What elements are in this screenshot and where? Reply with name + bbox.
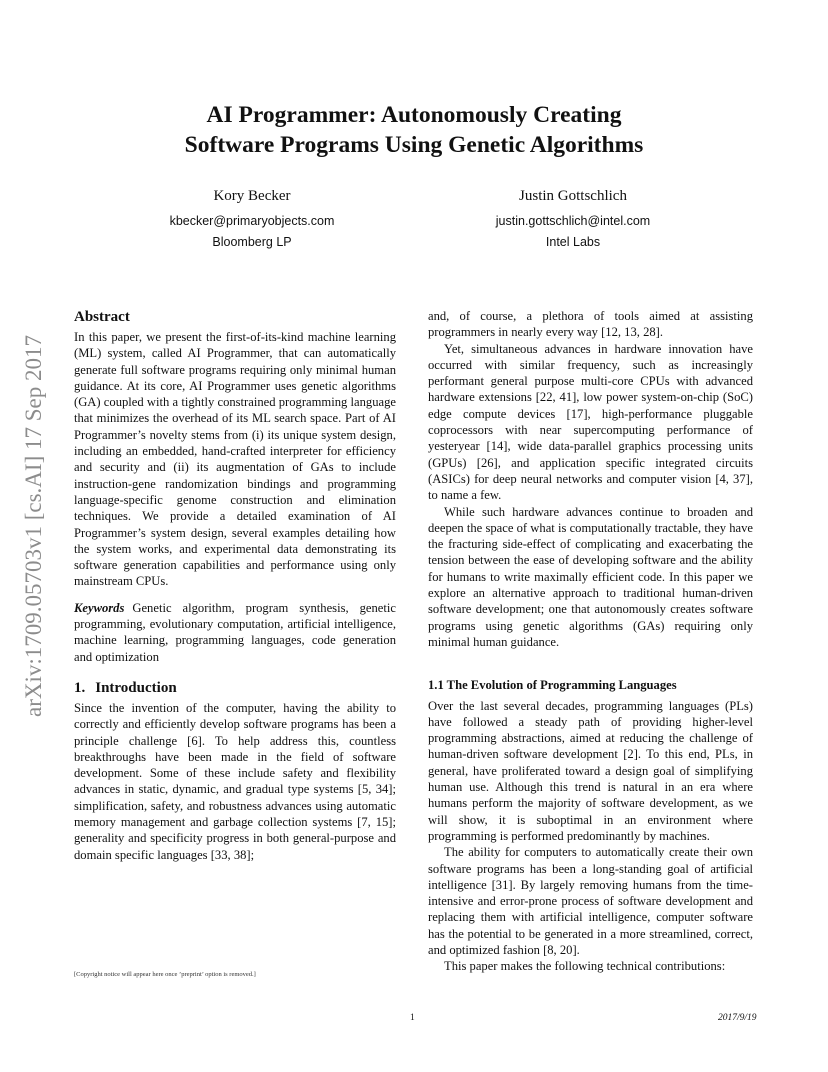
abstract-body: In this paper, we present the first-of-its-kind machine learning (ML) system, called AI Programmer, that can automatically generate full software programs requiring only minimal human guidance. At its core, AI Programmer uses genetic algorithms (GA) coupled with a tightly constrained programming language that minimizes the overhead of its ML search space. Part of AI Programmer’s novelty stems from (i) its unique system design, including an embedded, hand-crafted interpreter for efficiency and security and (ii) its augmentation of GAs to include instruction-gene randomization bindings and programming language-specific genome construction and elimination techniques. We provide a detailed examination of AI Programmer’s system design, several examples detailing how the system works, and experimental data demonstrating its software generation capabilities and performance using only mainstream CPUs. [74,330,396,589]
author-block-2 [443,186,703,253]
intro-paragraph-2: Yet, simultaneous advances in hardware innovation have occurred with similar frequency, such as increasingly performant general purpose multi-core CPUs with advanced hardware extensions [22, 41], low power system-on-chip (SoC) edge compute devices [17], high-performance pluggable coprocessors with near supercomputing performance of yesteryear [14], wide data-parallel graphics processing units (GPUs) [26], and application specific integrated circuits (ASICs) for deep neural networks and computer vision [4, 37], to name a few. [428,341,753,503]
intro-paragraph-1: Since the invention of the computer, having the ability to correctly and efficiently develop software programs has been a principle challenge [6]. To help address this, countless breakthroughs have been made in the field of software development. Some of these include safety and flexibility advances in static, dynamic, and gradual type systems [5, 34]; simplification, safety, and robustness advances using automatic memory management and garbage collection systems [7, 15]; generality and specificity progress in both general-purpose and domain specific languages [33, 38]; [74,700,396,862]
left-column [74,308,396,863]
subsection-paragraph-3: This paper makes the following technical contributions: [444,959,726,974]
author-email: kbecker@primaryobjects.com [169,214,335,228]
page-date: 2017/9/19 [718,1013,757,1023]
title-line-1: AI Programmer: Autonomously Creating [206,102,622,128]
keywords-paragraph [74,600,396,665]
abstract-heading: Abstract [74,309,130,325]
subsection-paragraph-1: Over the last several decades, programming languages (PLs) have followed a steady path of providing higher-level programming abstractions, aimed at reducing the challenge of human-driven software development [2]. To this end, PLs, in general, have proliferated toward a design goal of simplifying human use. Although this trend is natural in an era where humans perform the majority of software development, as we will show, it is suboptimal in an environment where programming is performed predominantly by machines. [428,698,753,843]
subsection-heading: 1.1 The Evolution of Programming Languages [428,678,677,693]
title-line-2: Software Programs Using Genetic Algorithms [184,132,644,158]
paper-title [0,100,828,160]
arxiv-stamp: arXiv:1709.05703v1 [cs.AI] 17 Sep 2017 [21,335,46,718]
author-affiliation: Intel Labs [545,235,601,249]
author-name: Justin Gottschlich [519,188,627,204]
copyright-footnote: [Copyright notice will appear here once ’preprint’ option is removed.] [74,971,256,978]
keywords-label: Keywords [74,600,125,615]
author-email: justin.gottschlich@intel.com [495,214,651,228]
subsection-paragraph-2: The ability for computers to automatically create their own software programs has been a long-standing goal of artificial intelligence [31]. By largely removing humans from the time-intensive and error-prone process of software development and replacing them with artificial intelligence, computer software has the potential to be generated in a more streamlined, correct, and optimized fashion [8, 20]. [428,845,753,957]
author-affiliation: Bloomberg LP [212,235,292,249]
section-heading-introduction [74,679,396,697]
keywords-text: Genetic algorithm, program synthesis, genetic programming, evolutionary computation, artificial intelligence, machine learning, programming languages, code generation and optimization [74,600,396,664]
section-number: 1. [74,679,86,696]
intro-paragraph-3: While such hardware advances continue to broaden and deepen the space of what is computationally tractable, they have the fracturing side-effect of complicating and exacerbating the tension between the ease of developing software and the ability for humans to write maximally efficient code. In this paper we explore an alternative approach to traditional human-driven software development; one that autonomously creates software programs using genetic algorithms (GAs) requiring only minimal human guidance. [428,504,753,649]
author-block-1 [122,186,382,253]
page-number: 1 [410,1013,415,1023]
intro-paragraph-continued: and, of course, a plethora of tools aimed at assisting programmers in nearly every way [12, 13, 28]. [428,309,753,340]
author-name: Kory Becker [213,188,291,204]
section-title: Introduction [95,679,177,696]
right-column [428,308,753,975]
